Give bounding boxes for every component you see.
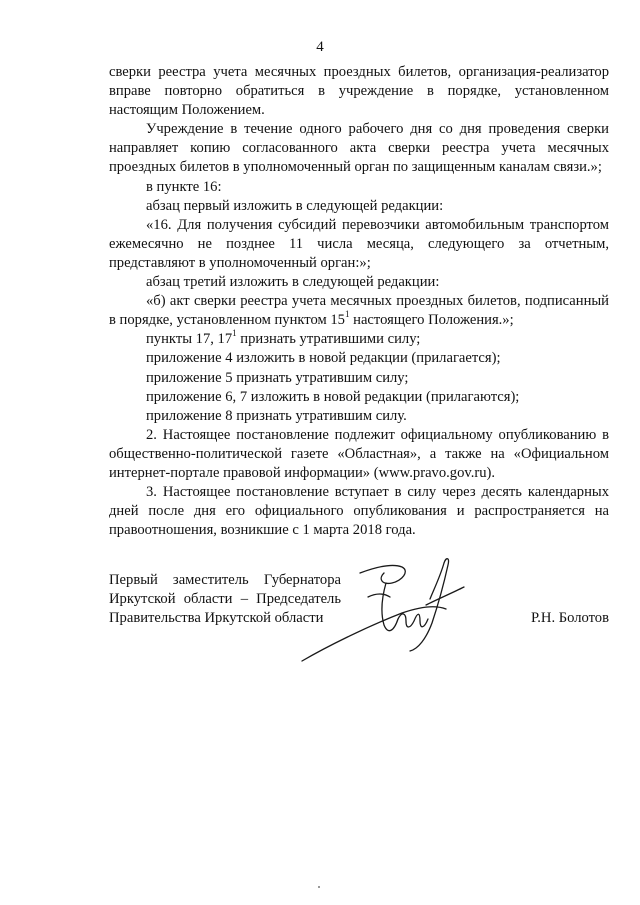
paragraph-points-text: пункты 17, 17 (146, 331, 233, 348)
paragraph-points-superscript: 1 (232, 328, 237, 339)
paragraph-16-text: «16. Для получения субсидий перевозчики автомобильным транспортом ежемесячно не позднее 11 числа месяца, следующего за отчетным, представляют в уполномоченный орган:»; (109, 216, 609, 271)
paragraph-b-text: «б) акт сверки реестра учета месячных проездных билетов, подписанный в порядке, установленном пунктом 15 (109, 293, 609, 329)
paragraph-reconciliation: Учреждение в течение одного рабочего дня со дня проведения сверки направляет копию согласованного акта сверки реестра учета месячных проездных билетов в уполномоченный орган по защищенным каналам связи.»; (109, 121, 609, 176)
paragraph-b-superscript: 1 (344, 309, 350, 320)
paragraph-point-16: в пункте 16: (146, 178, 222, 195)
paragraph-points-17 (109, 330, 609, 349)
paragraph-first-abzac: абзац первый изложить в следующей редакции: (146, 197, 444, 214)
paragraph-points-end: признать утратившими силу; (236, 331, 421, 348)
handwritten-signature (298, 553, 468, 665)
page-number: 4 (316, 39, 324, 55)
paragraph-b-act (109, 292, 609, 330)
paragraph-appendix-8: приложение 8 признать утратившим силу. (146, 407, 407, 424)
paragraph-appendix-6-7: приложение 6, 7 изложить в новой редакции (прилагаются); (146, 388, 520, 405)
paragraph-continuation: сверки реестра учета месячных проездных билетов, организация-реализатор вправе повторно обратиться в учреждение в порядке, установленном настоящим Положением. (109, 64, 609, 119)
paragraph-appendix-5: приложение 5 признать утратившим силу; (146, 369, 409, 386)
document-body (109, 63, 609, 540)
paragraph-appendix-4: приложение 4 изложить в новой редакции (прилагается); (146, 350, 501, 367)
paragraph-publication: 2. Настоящее постановление подлежит официальному опубликованию в общественно-политической газете «Областная», а также на «Официальном интернет-портале правовой информации» (www.pravo.gov.ru). (109, 426, 609, 481)
footer-dot (318, 886, 320, 888)
signer-title-line-3: Правительства Иркутской области (109, 610, 324, 627)
signer-name: Р.Н. Болотов (530, 610, 609, 626)
paragraph-b-end: настоящего Положения.»; (349, 312, 514, 329)
signer-title-line-1: Первый заместитель Губернатора (109, 572, 341, 588)
signer-title-line-2: Иркутской области – Председатель (109, 591, 341, 608)
paragraph-third-abzac: абзац третий изложить в следующей редакции: (146, 274, 440, 291)
paragraph-effective-date: 3. Настоящее постановление вступает в силу через десять календарных дней после дня его официального опубликования и распространяется на правоотношения, возникшие с 1 марта 2018 года. (109, 484, 609, 539)
